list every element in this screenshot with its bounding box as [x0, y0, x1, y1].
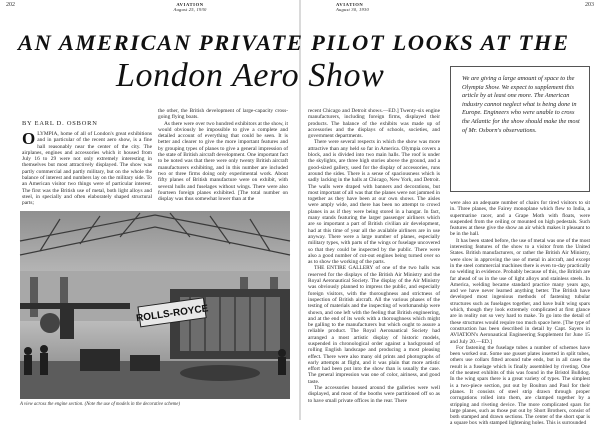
paragraph-text: LYMPIA, home of all of London's great exhibitions and in particular of the recent aero show, is a fine hall reasonably near the center of the city. The airplanes, engines and accessories which it housed from July 16 to 29 were not only extremely interesting in themselves but most attractively displayed. The show was partly commercial and partly military, but on the whole the balance of interest and numbers lay on the military side. To an American visitor two things were of particular interest. The first was the British use of metal, both light alloys and steel, in specially and often elaborately shaped structural parts; [22, 131, 152, 207]
article-column-3 [308, 108, 440, 414]
headline-left: AN AMERICAN PRIVATE [18, 30, 304, 55]
stand-sign-text: ROLLS-ROYCE [135, 303, 210, 325]
editor-note-box: We are giving a large amount of space to the Olympia Show. We expect to supplement this article by at least one more. The American industry cannot neglect what is being done in Europe. Engineers who were unable to cross the Atlantic for the show should make the most of Mr. Osborn's observations. [450, 66, 590, 192]
headline-subtitle: London Aero Show [116, 57, 385, 94]
running-head-date: August 30, 1930 [336, 7, 369, 13]
running-head-date: August 25, 1930 [173, 7, 207, 13]
paragraph: There were several respects in which the show was more attractive than any held so far in America. Olympia covers a block, and is divided into two main halls. The roof is under the skylights, are three high stories above the ground, and a good-sized gallery, used for the display of accessories, runs around the sides. There is a sense of spaciousness which is sadly lacking in the halls at Chicago, New York, and Detroit. The walls were draped with banners and decorations, but most important of all was that the planes were not jammed in together as they have been at our own shows. The aisles were amply wide, and there has been no attempt to crowd planes in as if they were being stored in a hangar. In fact, many stands featuring the larger passenger airliners which are so important a part of British civilian air development, had at this time of year all the available airliners are in use anyway. There were a large number of planes, especially military types, with parts of the wings or fuselage uncovered so that they could be inspected by the public. There were also a good number of cut-out engines being turned over so as to show the working of the parts. [308, 139, 440, 266]
article-column-2 [158, 108, 288, 206]
page-number-right: 203 [585, 2, 594, 8]
paragraph: THE ENTIRE GALLERY of one of the two halls was reserved for the displays of the British Air Ministry and the Royal Aeronautical Society. The display of the Air Ministry was obviously planned to impress the public, and especially foreign visitors, with the thoroughness and strictness of inspection of British aircraft. All the various phases of the testing of materials and the inspecting of workmanship were shown, and one left with the feeling that British engineering, and at the end of its work with a thoroughness which might be galling to the manufacturers but which ought to assure a reliable product. The Royal Aeronautical Society had arranged a most artistic display of historic models, suspended in chronological order against a background of rolling English landscape and producing a most pleasing effect. There were also many old prints and photographs of early attempts at flight, and it was plain that more artistic effort had been put into the show than is usually the case. The general impression was one of color, airiness, and good taste. [308, 265, 440, 385]
running-head-title: AVIATION [336, 2, 364, 7]
running-head-left [150, 2, 230, 12]
paragraph: It has been stated before, the use of metal was one of the most interesting features of the show to a visitor from the United States. British manufacturers, or rather the British Air Ministry, were slow in approving the use of metal in aircraft, and except in the steel commercial machines there is even to-day practically no welding in evidence. Probably because of this, the British are far ahead of us in the use of light alloys and stainless steels. In America, welding became standard practice many years ago, and we have never learned anything better. The British have developed most ingenious methods of fastening tubular structures such as fuselages together, and have built wing spars which, though they look extremely complicated at first glance are in reality not so very hard to make. To go into the detail of these structures would require too much space here. [The type of construction has been described in detail by Capt. Sayers in AVIATION's Aeronautical Engineering Supplement for June 15 and July 20.—ED.] [450, 237, 590, 345]
drop-cap: O [22, 129, 36, 148]
paragraph: The accessories housed around the galleries were well displayed, and most of the booths were partitioned off so as to have small private offices in the rear. There [308, 385, 440, 404]
paragraph: were also an adequate number of chairs for tired visitors to sit in. Three planes, the Fairey monoplane which flew to India, a supermarine racer, and a Grape Moth with floats, were suspended from the ceiling or mounted on high pedestals. Such features at these give the show an air which makes it pleasant to be in the hall. [450, 200, 590, 238]
paragraph: As there were over two hundred exhibitors at the show, it would obviously be impossible to give a complete and detailed account of everything that could be seen. It is better and clearer to give the more important features and by grouping types of planes to give a general impression of the state of British aircraft development. One important fact to be noted was that there were only twenty British aircraft manufacturers exhibiting, and in this number are included two or three firms doing only experimental work. About fifty planes of British manufacture were on exhibit, with several hulls and fuselages without wings. There were also fourteen foreign planes exhibited. [The total number on display was thus somewhat lower than at the [158, 120, 288, 203]
article-column-4 [450, 200, 590, 427]
article-column-1 [22, 131, 152, 206]
page-number-left: 202 [6, 2, 15, 8]
headline-right: PILOT LOOKS AT THE [311, 30, 570, 55]
paragraph [22, 131, 152, 207]
paragraph: For fastening the fuselage tubes a number of schemes have been worked out. Some use gusset plates inserted in split tubes, others use collars fitted around tube ends, but in all cases the result is a fuselage which is finally assembled by riveting. One of the neatest exhibits of this was found in the Bristol Bulldog. In the wing spars there is a great variety of types. The simplest is a two-piece section, put out by Boulton and Paul for their planes. It consists of steel strip drawn through proper corrugations rolled into them, are clamped together by a stripping and riveting device. The more complicated spars for large planes, such as those put out by Short Brothers, consist of both stamped and drawn sections. The center of the short spar is a square box with stamped lightening holes. This is surrounded [450, 344, 590, 427]
photo-caption: A view across the engine section. (Note the use of models in the decorative scheme) [20, 402, 180, 407]
byline: BY EARL D. OSBORN [22, 120, 98, 127]
running-head-right [336, 2, 416, 12]
photo-illustration [20, 211, 290, 399]
paragraph: the other, the British development of large-capacity cross-going flying boats. [158, 108, 288, 121]
exhibition-photo [20, 211, 290, 399]
paragraph: recent Chicago and Detroit shows.—ED.] Twenty-six engine manufacturers, including foreign firms, displayed their products. The balance of the exhibits was made up of accessories and the displays of schools, societies, and government departments. [308, 108, 440, 140]
running-head-title: AVIATION [176, 2, 204, 7]
